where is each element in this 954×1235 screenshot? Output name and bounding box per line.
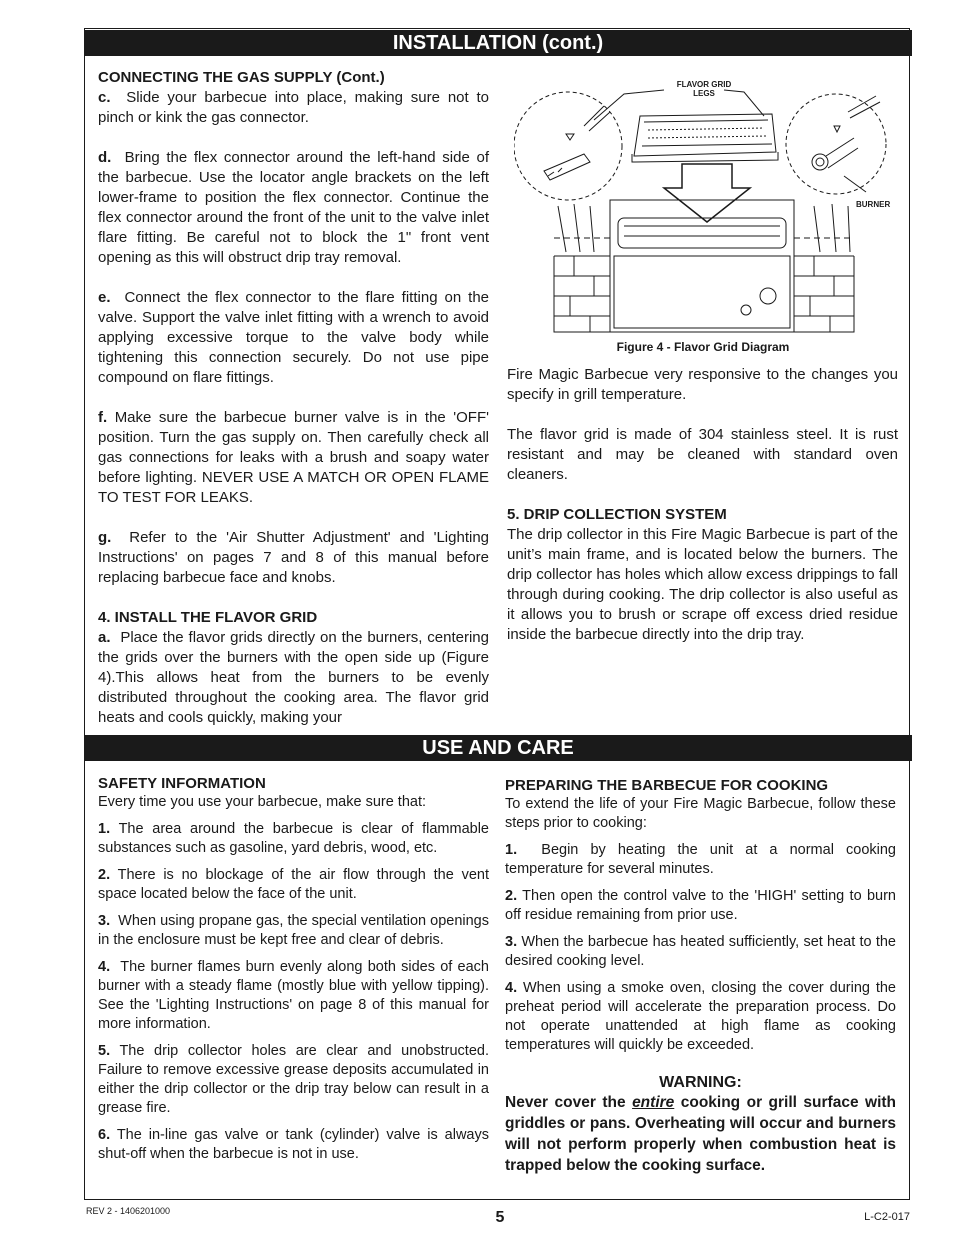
installation-left-column	[98, 68, 489, 728]
warning-post: cooking or grill surface with griddles or pans. Overheating will occur and burners will not perform properly when combustion heat is trapped below the cooking surface.	[505, 1094, 897, 1174]
step-f	[98, 408, 489, 508]
drip-collection-heading: 5. DRIP COLLECTION SYSTEM	[507, 506, 727, 523]
preparing-item-1	[505, 841, 896, 879]
step-d	[98, 148, 489, 268]
figure-caption: Figure 4 - Flavor Grid Diagram	[616, 340, 790, 354]
step-e	[98, 288, 489, 388]
step-g-text: Refer to the 'Air Shutter Adjustment' and 'Lighting Instructions' on pages 7 and 8 of this manual before replacing barbecue face and knobs.	[98, 529, 489, 586]
safety-intro: Every time you use your barbecue, make sure that:	[98, 794, 427, 810]
step-a	[98, 628, 489, 728]
page-number: 5	[495, 1209, 505, 1226]
drip-collection-text: The drip collector in this Fire Magic Barbecue is part of the unit’s main frame, and is located below the burners. The drip collector has holes which allow excess drippings to fall through during cooking. The drip collector is also useful as it allows you to brush or scrape off excess dried residue inside the barbecue directly into the drip tray.	[507, 526, 898, 643]
figure-label-legs-2: LEGS	[693, 89, 715, 98]
step-e-text: Connect the flex connector to the flare fitting on the valve. Support the valve inlet fitting with a wrench to avoid applying excessive torque to the valve body while tightening this connection securely. Do not use pipe compound on flare fittings.	[98, 289, 489, 386]
preparing-item-2	[505, 887, 896, 925]
preparing-item-4-label: 4.	[505, 980, 518, 996]
safety-item-2-label: 2.	[98, 867, 111, 883]
step-f-label: f.	[98, 409, 108, 426]
warning-emphasis: entire	[632, 1094, 675, 1111]
flavor-grid-continued: Fire Magic Barbecue very responsive to the changes you specify in grill temperature.	[507, 366, 898, 403]
safety-item-5-label: 5.	[98, 1043, 111, 1059]
stainless-steel-text: The flavor grid is made of 304 stainless steel. It is rust resistant and may be cleaned with standard oven cleaners.	[507, 426, 898, 483]
step-c-label: c.	[98, 89, 111, 106]
step-a-label: a.	[98, 629, 111, 646]
safety-item-1-label: 1.	[98, 821, 111, 837]
warning-pre: Never cover the	[505, 1094, 626, 1111]
step-c	[98, 88, 489, 128]
preparing-item-4-text: When using a smoke oven, closing the cover during the preheat period will accelerate the preparation process. Do not operate unattended at high flame as cooking temperatures will quickly be exceeded.	[505, 980, 896, 1053]
figure-label-burner: BURNER	[856, 200, 891, 209]
preparing-item-2-text: Then open the control valve to the 'HIGH' setting to burn off residue remaining from prior use.	[505, 888, 896, 923]
gas-supply-heading: CONNECTING THE GAS SUPPLY (Cont.)	[98, 69, 385, 86]
safety-item-3-label: 3.	[98, 913, 111, 929]
flavor-grid-diagram	[514, 76, 904, 338]
preparing-heading: PREPARING THE BARBECUE FOR COOKING	[505, 777, 829, 794]
step-f-text: Make sure the barbecue burner valve is in the 'OFF' position. Turn the gas supply on. Then carefully check all gas connections for leaks with a brush and soapy water before lighting. NEVER USE A MATCH OR OPEN FLAME TO TEST FOR LEAKS.	[98, 409, 489, 506]
safety-item-4-label: 4.	[98, 959, 111, 975]
preparing-column	[505, 776, 896, 1176]
preparing-item-1-text: Begin by heating the unit at a normal cooking temperature for several minutes.	[505, 842, 896, 877]
step-c-text: Slide your barbecue into place, making sure not to pinch or kink the gas connector.	[98, 89, 490, 126]
preparing-item-2-label: 2.	[505, 888, 518, 904]
warning-title: WARNING:	[659, 1074, 742, 1091]
preparing-item-3-label: 3.	[505, 934, 518, 950]
safety-column	[98, 774, 489, 1164]
safety-item-3-text: When using propane gas, the special ventilation openings in the enclosure must be kept free and clear of debris.	[98, 913, 490, 948]
step-d-text: Bring the flex connector around the left-hand side of the barbecue. Use the locator angle brackets on the left lower-frame to position the flex connector. Continue the flex connector around the front of the unit to the valve inlet flare fitting. Be careful not to block the 1" front vent opening as this will obstruct drip tray removal.	[98, 149, 489, 266]
safety-item-4	[98, 958, 489, 1034]
safety-heading: SAFETY INFORMATION	[98, 775, 266, 792]
step-g	[98, 528, 489, 588]
left-detail-circle	[514, 92, 622, 200]
safety-item-2-text: There is no blockage of the air flow through the vent space located below the face of the unit.	[98, 867, 489, 902]
preparing-item-3	[505, 933, 896, 971]
figure-label-legs-1: FLAVOR GRID	[676, 80, 732, 89]
preparing-intro: To extend the life of your Fire Magic Barbecue, follow these steps prior to cooking:	[505, 796, 896, 831]
safety-item-6-label: 6.	[98, 1127, 111, 1143]
revision-label: REV 2 - 1406201000	[86, 1206, 171, 1216]
installation-right-column	[507, 365, 898, 645]
use-and-care-banner: USE AND CARE	[84, 735, 912, 761]
safety-item-4-text: The burner flames burn evenly along both sides of each burner with a steady flame (mostly blue with yellow tipping). See the 'Lighting Instructions' on page 8 of this manual for more information.	[98, 959, 489, 1032]
safety-item-2	[98, 866, 489, 904]
preparing-item-4	[505, 979, 896, 1055]
step-g-label: g.	[98, 529, 112, 546]
safety-item-5-text: The drip collector holes are clear and unobstructed. Failure to remove excessive grease deposits accumulated in either the drip collector or the drip tray below can result in a grease fire.	[98, 1043, 489, 1116]
step-d-label: d.	[98, 149, 112, 166]
safety-item-6-text: The in-line gas valve or tank (cylinder) valve is always shut-off when the barbecue is not in use.	[98, 1127, 489, 1162]
safety-item-1-text: The area around the barbecue is clear of flammable substances such as gasoline, yard debris, wood, etc.	[98, 821, 489, 856]
safety-item-3	[98, 912, 489, 950]
preparing-item-1-label: 1.	[505, 842, 518, 858]
step-e-label: e.	[98, 289, 111, 306]
safety-item-5	[98, 1042, 489, 1118]
document-code: L-C2-017	[864, 1211, 910, 1223]
safety-item-1	[98, 820, 489, 858]
warning-body	[505, 1092, 896, 1176]
installation-banner: INSTALLATION (cont.)	[84, 30, 912, 56]
right-detail-circle	[786, 94, 886, 194]
flavor-grid-heading: 4. INSTALL THE FLAVOR GRID	[98, 609, 318, 626]
preparing-item-3-text: When the barbecue has heated sufficiently, set heat to the desired cooking level.	[505, 934, 896, 969]
step-a-text: Place the flavor grids directly on the burners, centering the grids over the burners with the open side up (Figure 4).This allows heat from the burners to be evenly distributed throughout the cooking area. The flavor grid heats and cools quickly, making your	[98, 629, 489, 726]
safety-item-6	[98, 1126, 489, 1164]
